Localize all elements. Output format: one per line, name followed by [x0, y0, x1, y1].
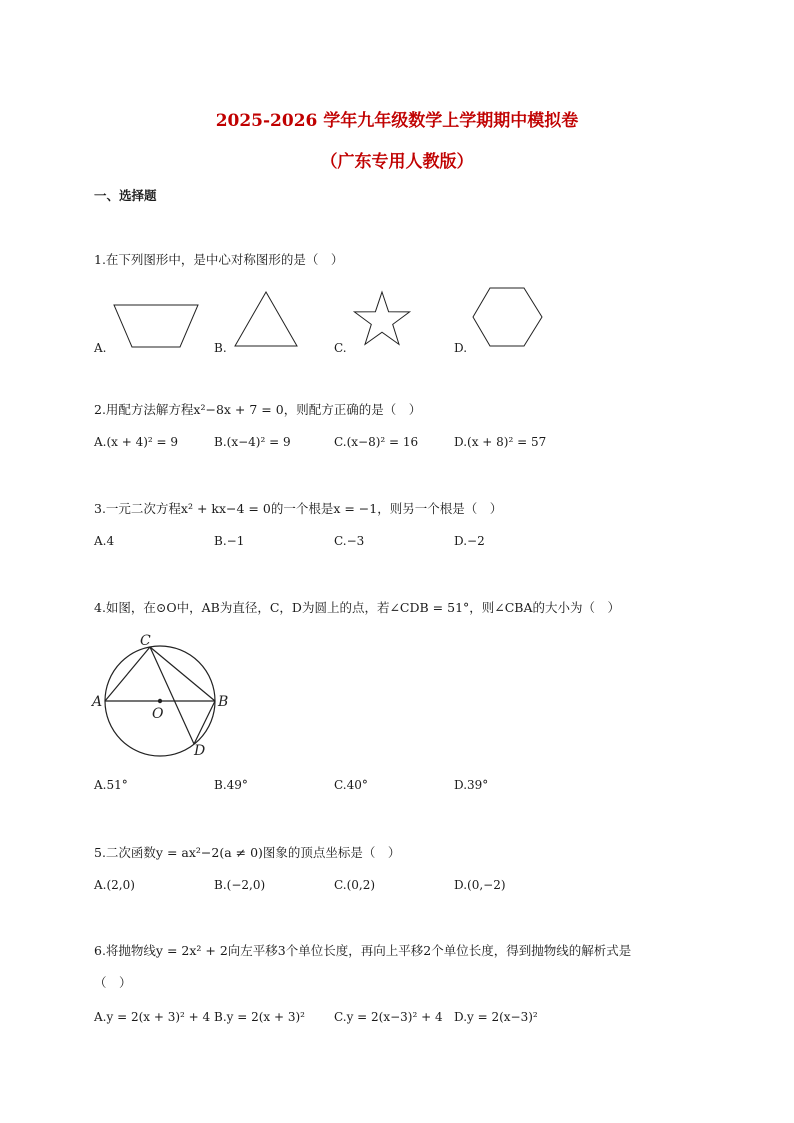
question-6-option-b: B.y = 2(x + 3)²	[214, 1010, 305, 1024]
question-1-option-d: D.	[454, 341, 468, 355]
circle-figure	[90, 630, 240, 760]
question-3-option-a: A.4	[94, 534, 115, 548]
trapezoid-icon	[112, 303, 200, 351]
question-1-option-b: B.	[214, 341, 227, 355]
hexagon-icon	[471, 286, 547, 350]
question-4-option-d: D.39°	[454, 778, 489, 792]
question-1-option-c: C.	[334, 341, 347, 355]
star-icon	[352, 290, 416, 352]
question-2-option-b: B.(x−4)² = 9	[214, 435, 291, 449]
question-6-option-c: C.y = 2(x−3)² + 4	[334, 1010, 443, 1024]
chord-cd	[150, 647, 194, 744]
label-point-o: O	[152, 706, 164, 722]
question-2-stem: 2.用配方法解方程x²−8x + 7 = 0，则配方正确的是（ ）	[94, 402, 422, 417]
question-4-option-c: C.40°	[334, 778, 368, 792]
question-1-option-a: A.	[94, 341, 107, 355]
question-4-option-b: B.49°	[214, 778, 248, 792]
label-point-b: B	[218, 694, 229, 710]
question-3-stem: 3.一元二次方程x² + kx−4 = 0的一个根是x = −1，则另一个根是（ ）	[94, 501, 503, 516]
question-1-stem: 1.在下列图形中，是中心对称图形的是（ ）	[94, 252, 344, 267]
question-2-option-c: C.(x−8)² = 16	[334, 435, 419, 449]
page-title: 2025-2026 学年九年级数学上学期期中模拟卷	[215, 111, 579, 131]
label-point-c: C	[140, 633, 151, 649]
question-3-option-b: B.−1	[214, 534, 245, 548]
question-2-option-a: A.(x + 4)² = 9	[94, 435, 179, 449]
question-6-stem-continuation: （ ）	[94, 975, 132, 990]
label-point-d: D	[194, 743, 206, 759]
label-point-a: A	[92, 694, 103, 710]
section-heading: 一、选择题	[94, 188, 157, 203]
question-3-option-c: C.−3	[334, 534, 365, 548]
question-5-option-d: D.(0,−2)	[454, 878, 506, 892]
question-6-option-d: D.y = 2(x−3)²	[454, 1010, 538, 1024]
chord-db	[194, 701, 215, 744]
question-5-option-b: B.(−2,0)	[214, 878, 266, 892]
question-2-option-d: D.(x + 8)² = 57	[454, 435, 547, 449]
question-5-option-a: A.(2,0)	[94, 878, 135, 892]
question-5-option-c: C.(0,2)	[334, 878, 376, 892]
question-3-option-d: D.−2	[454, 534, 485, 548]
question-4-option-a: A.51°	[94, 778, 128, 792]
center-point	[158, 699, 162, 703]
chord-cb	[150, 647, 215, 701]
triangle-icon	[233, 290, 301, 350]
question-6-option-a: A.y = 2(x + 3)² + 4	[94, 1010, 211, 1024]
question-6-stem: 6.将抛物线y = 2x² + 2向左平移3个单位长度，再向上平移2个单位长度，得到抛物线的解析式是	[94, 943, 632, 958]
page-subtitle: （广东专用人教版）	[320, 152, 474, 172]
question-5-stem: 5.二次函数y = ax²−2(a ≠ 0)图象的顶点坐标是（ ）	[94, 845, 401, 860]
question-4-stem: 4.如图，在⊙O中，AB为直径，C，D为圆上的点，若∠CDB = 51°，则∠CBA的大小为（ ）	[94, 600, 621, 615]
